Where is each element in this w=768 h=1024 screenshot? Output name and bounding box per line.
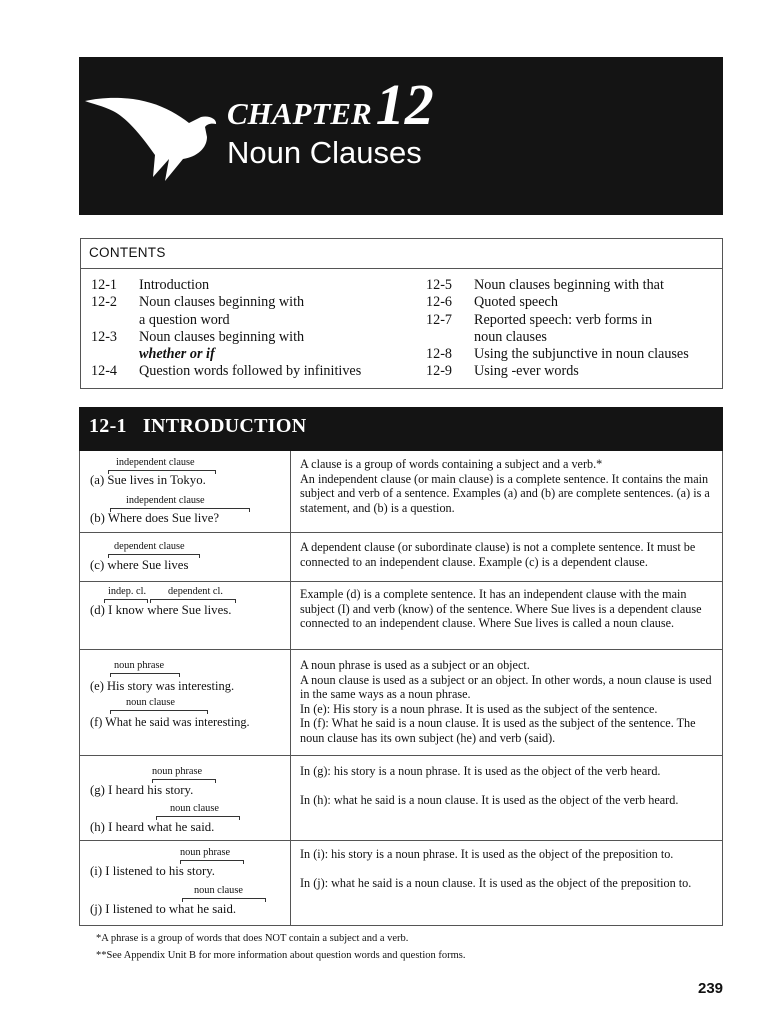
page-number: 239 [698, 980, 724, 997]
chapter-label [227, 71, 434, 138]
explanation-1: A clause is a group of words containing a subject and a verb.* An independent clause (or main clause) is a complete sentence. It contains the main subject and verb of a sentence. Examples (a) and (b) are complete sentences. (a) is a statement, and (b) is a question. [300, 457, 710, 515]
toc-number: 12-3 [91, 328, 118, 345]
row-divider [80, 925, 722, 926]
toc-number: 12-5 [426, 277, 453, 293]
toc-number: 12-8 [426, 346, 453, 363]
example-j: (j) I listened to what he said. [90, 902, 237, 916]
section-header [79, 407, 723, 451]
underbrace [110, 710, 208, 714]
row-divider [80, 581, 722, 582]
toc-title: Using the subjunctive in noun clauses [474, 346, 689, 363]
example-a: (a) Sue lives in Tokyo. [90, 473, 206, 487]
toc-item [91, 277, 361, 294]
explanation-6: In (i): his story is a noun phrase. It is used as the object of the preposition to. In (j): what he said is a noun clause. It is used as the object of the preposition to. [300, 847, 692, 890]
toc-number: 12-9 [426, 363, 453, 380]
footnote: *A phrase is a group of words that does NOT contain a subject and a verb. [96, 933, 409, 944]
swallow-icon [83, 93, 223, 183]
clause-label: dependent clause [114, 541, 185, 552]
grammar-chart [79, 451, 723, 926]
clause-label: noun clause [170, 803, 219, 814]
toc-number: 12-7 [426, 311, 453, 328]
toc-number: 12-1 [91, 277, 118, 293]
toc-item [426, 294, 689, 311]
toc-title: whether or if [139, 346, 215, 363]
toc-item [426, 363, 689, 380]
row-divider [80, 755, 722, 756]
example-c: (c) where Sue lives [90, 558, 189, 572]
toc-title: Noun clauses beginning with [139, 328, 305, 345]
example-b: (b) Where does Sue live? [90, 511, 220, 525]
clause-label: noun phrase [180, 847, 231, 858]
example-i: (i) I listened to his story. [90, 864, 216, 878]
toc-item [426, 312, 689, 329]
clause-label: indep. cl. [108, 586, 147, 597]
toc-title: Noun clauses beginning with that [474, 277, 664, 293]
toc-title: noun clauses [474, 328, 547, 345]
clause-label: noun clause [194, 885, 243, 896]
toc-title: a question word [139, 311, 230, 328]
column-divider [290, 451, 291, 926]
chapter-banner [79, 57, 723, 215]
toc-item [91, 363, 361, 380]
toc-item [91, 329, 361, 346]
underbrace [110, 673, 180, 677]
example-g: (g) I heard his story. [90, 783, 194, 797]
section-number: 12-1 [89, 415, 127, 437]
explanation-2: A dependent clause (or subordinate clause) is not a complete sentence. It must be connected to an independent clause. Example (c) is a dependent clause. [300, 540, 696, 569]
clause-label: noun phrase [114, 660, 165, 671]
toc-number: 12-4 [91, 363, 118, 380]
toc-title: Quoted speech [474, 294, 558, 311]
clause-label: independent clause [126, 495, 205, 506]
toc-title: Noun clauses beginning with [139, 294, 305, 311]
clause-label: dependent cl. [168, 586, 223, 597]
row-divider [80, 840, 722, 841]
contents-heading: CONTENTS [81, 239, 722, 269]
toc-item [426, 346, 689, 363]
toc-item-continued [91, 346, 361, 363]
contents-box [80, 238, 723, 389]
explanation-5: In (g): his story is a noun phrase. It is used as the object of the verb heard. In (h): what he said is a noun clause. It is used as the object of the verb heard. [300, 764, 679, 807]
toc-number: 12-6 [426, 294, 453, 311]
clause-label: independent clause [116, 457, 195, 468]
example-d: (d) I know where Sue lives. [90, 603, 232, 617]
explanation-3: Example (d) is a complete sentence. It has an independent clause with the main subject (I) and verb (know) of the sentence. Where Sue lives is a dependent clause connected to an independent clause. Where Sue lives is called a noun clause. [300, 587, 702, 631]
row-divider [80, 649, 722, 650]
clause-label: noun clause [126, 697, 175, 708]
toc-item [91, 294, 361, 311]
chapter-word: CHAPTER [227, 96, 372, 131]
row-divider [80, 532, 722, 533]
clause-label: noun phrase [152, 766, 203, 777]
toc-item-continued [91, 312, 361, 329]
example-e: (e) His story was interesting. [90, 679, 235, 693]
explanation-4: A noun phrase is used as a subject or an object. A noun clause is used as a subject or an object. In other words, a noun clause is used in the same ways as a noun phrase. In (e): His story is a noun phrase. It is used as the subject of the sentence. In (f): What he said is a noun clause. It is used as the subject of the sentence. The noun clause has its own subject (he) and verb (said). [300, 658, 712, 745]
example-h: (h) I heard what he said. [90, 820, 215, 834]
toc-title: Reported speech: verb forms in [474, 311, 653, 328]
example-f: (f) What he said was interesting. [90, 715, 250, 729]
section-title: INTRODUCTION [142, 415, 307, 437]
footnote: **See Appendix Unit B for more information about question words and question forms. [96, 950, 466, 961]
toc-number: 12-2 [91, 294, 118, 311]
contents-left-column [91, 277, 361, 381]
toc-item [426, 277, 689, 294]
toc-title: Introduction [139, 277, 210, 293]
contents-right-column [426, 277, 689, 381]
chapter-number: 12 [375, 72, 434, 137]
toc-item-continued [426, 329, 689, 346]
chapter-title: Noun Clauses [227, 135, 422, 170]
toc-title: Using -ever words [474, 363, 579, 380]
toc-title: Question words followed by infinitives [139, 363, 362, 380]
